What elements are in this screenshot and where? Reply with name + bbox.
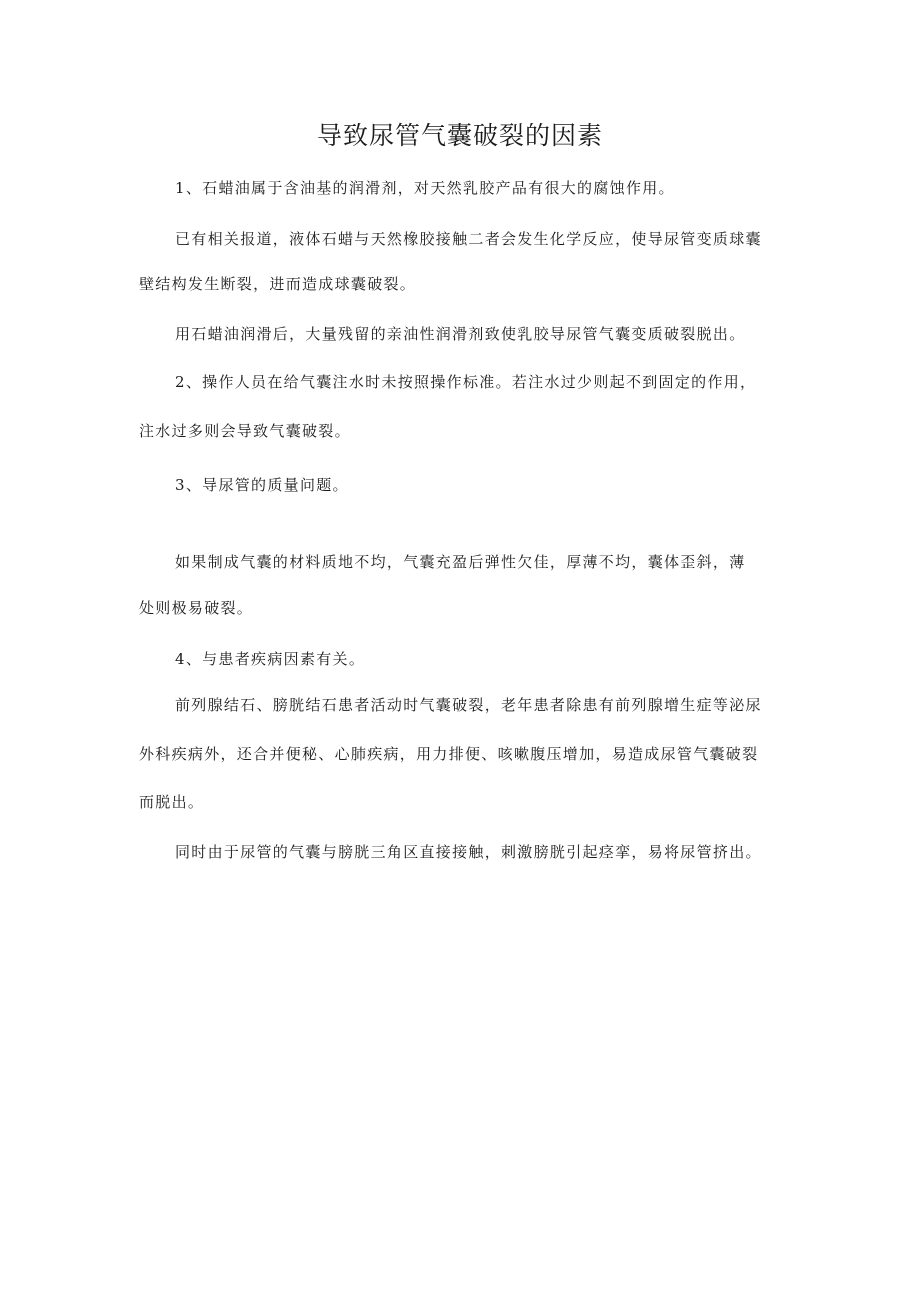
paragraph-8-line-2: 外科疾病外，还合并便秘、心肺疾病，用力排便、咳嗽腹压增加，易造成尿管气囊破裂 [139,745,759,763]
paragraph-1-line: 1、石蜡油属于含油基的润滑剂，对天然乳胶产品有很大的腐蚀作用。 [175,179,675,197]
paragraph-5-line: 3、导尿管的质量问题。 [175,476,349,494]
document-title: 导致尿管气囊破裂的因素 [316,121,603,150]
paragraph-2-line-1: 已有相关报道，液体石蜡与天然橡胶接触二者会发生化学反应，使导尿管变质球囊 [175,230,762,248]
paragraph-9-line: 同时由于尿管的气囊与膀胱三角区直接接触，刺激膀胱引起痉挛，易将尿管挤出。 [175,843,762,861]
paragraph-6-line-1: 如果制成气囊的材料质地不均，气囊充盈后弹性欠佳，厚薄不均，囊体歪斜，薄 [175,553,746,571]
paragraph-4-line-1: 2、操作人员在给气囊注水时未按照操作标准。若注水过少则起不到固定的作用， [175,373,757,391]
paragraph-8-line-3: 而脱出。 [139,793,205,811]
paragraph-7-line: 4、与患者疾病因素有关。 [175,650,366,668]
paragraph-4-line-2: 注水过多则会导致气囊破裂。 [139,422,351,440]
paragraph-2-line-2: 壁结构发生断裂，进而造成球囊破裂。 [139,275,417,293]
paragraph-8-line-1: 前列腺结石、膀胱结石患者活动时气囊破裂，老年患者除患有前列腺增生症等泌尿 [175,696,762,714]
paragraph-6-line-2: 处则极易破裂。 [139,599,254,617]
paragraph-3-line: 用石蜡油润滑后，大量残留的亲油性润滑剂致使乳胶导尿管气囊变质破裂脱出。 [175,325,746,343]
